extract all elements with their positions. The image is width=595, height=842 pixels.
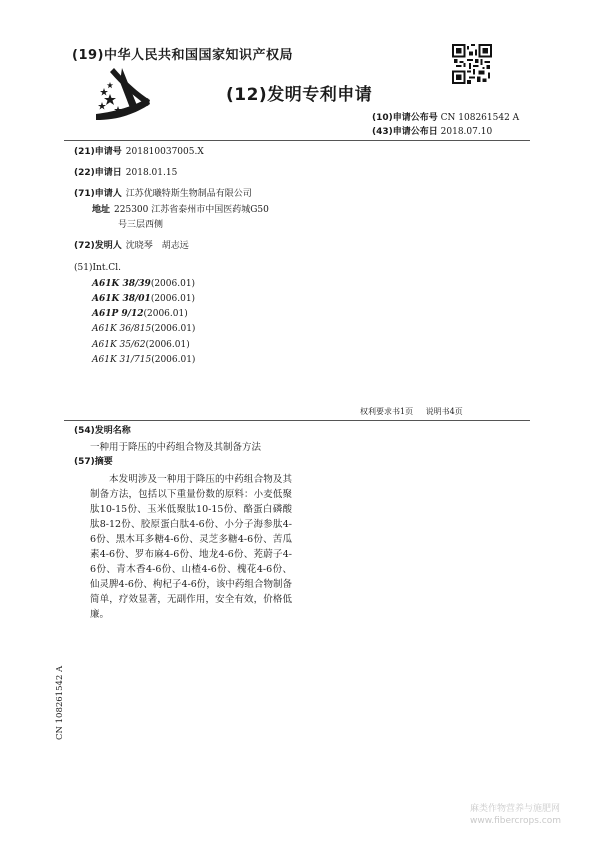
ipc-entry: [92, 277, 195, 292]
address-row: [92, 204, 269, 217]
publication-date-label: (43)申请公布日: [372, 127, 438, 137]
qr-code-icon: [452, 44, 492, 84]
ipc-code: A61K 38/39: [92, 279, 151, 289]
publication-number-label: (10)申请公布号: [372, 113, 438, 123]
ipc-entry: [92, 353, 195, 368]
applicant-name: 江苏优曦特斯生物制品有限公司: [125, 189, 252, 199]
ipc-code: A61P 9/12: [92, 309, 144, 319]
side-publication-number: CN 108261542 A: [55, 665, 65, 740]
inventor-label: (72)发明人: [74, 241, 122, 251]
document-type-title: (12)发明专利申请: [226, 85, 373, 105]
inventor-row: [74, 240, 189, 253]
description-page-count: 说明书4页: [425, 407, 463, 416]
cnipa-logo-icon: [92, 64, 154, 126]
claims-page-count: 权利要求书1页: [360, 407, 414, 416]
address-line-2: 号三层西侧: [118, 220, 164, 230]
application-date-row: [74, 167, 177, 180]
ipc-date: (2006.01): [151, 324, 196, 334]
application-number: 201810037005.X: [125, 147, 204, 157]
watermark-line-1: 麻类作物营养与施肥网: [470, 804, 561, 814]
ipc-code: A61K 31/715: [92, 355, 152, 365]
intcl-label: (51)Int.Cl.: [74, 263, 121, 273]
abstract-label: (57)摘要: [74, 457, 113, 467]
ipc-date: (2006.01): [151, 355, 196, 365]
applicant-label: (71)申请人: [74, 189, 122, 199]
invention-title-label: (54)发明名称: [74, 426, 131, 436]
ipc-entry: [92, 292, 195, 307]
publication-date: 2018.07.10: [440, 127, 493, 137]
inventor-names: 沈晓琴 胡志远: [125, 241, 189, 251]
ipc-code: A61K 35/62: [92, 340, 146, 350]
ipc-entry: [92, 322, 195, 337]
ipc-date: (2006.01): [145, 340, 190, 350]
abstract-text: 本发明涉及一种用于降压的中药组合物及其制备方法，包括以下重量份数的原料：小麦低聚肽10-15份、玉米低聚肽10-15份、酪蛋白磷酸肽8-12份、胶原蛋白肽4-6份、小分子海参肽4-6份、黑木耳多糖4-6份、灵芝多糖4-6份、苦瓜素4-6份、罗布麻4-6份、地龙4-6份、茺蔚子4-6份、青木香4-6份、山楂4-6份、槐花4-6份、仙灵脾4-6份、枸杞子4-6份，该中药组合物制备简单，疗效显著，无副作用，安全有效，价格低廉。: [90, 474, 292, 620]
publication-number: CN 108261542 A: [440, 113, 520, 123]
watermark-line-2: www.fibercrops.com: [470, 816, 561, 826]
invention-title: 一种用于降压的中药组合物及其制备方法: [90, 442, 262, 453]
application-date-label: (22)申请日: [74, 168, 122, 178]
section-divider: [64, 420, 530, 421]
ipc-date: (2006.01): [150, 294, 196, 304]
address-line-1: 225300 江苏省泰州市中国医药城G50: [114, 205, 269, 215]
header-divider: [64, 140, 530, 141]
ipc-entry: [92, 338, 190, 353]
publication-date-row: [372, 126, 492, 139]
address-label: 地址: [92, 205, 111, 215]
page-count: [360, 406, 463, 417]
ipc-code: A61K 36/815: [92, 324, 152, 334]
application-date: 2018.01.15: [125, 168, 178, 178]
ipc-code: A61K 38/01: [92, 294, 151, 304]
publication-number-row: [372, 112, 519, 125]
ipc-date: (2006.01): [150, 279, 196, 289]
application-number-label: (21)申请号: [74, 147, 122, 157]
patent-office-name: (19)中华人民共和国国家知识产权局: [72, 48, 293, 63]
application-number-row: [74, 146, 204, 159]
applicant-row: [74, 188, 252, 201]
ipc-entry: [92, 307, 188, 322]
ipc-date: (2006.01): [143, 309, 188, 319]
watermark: [470, 803, 561, 827]
